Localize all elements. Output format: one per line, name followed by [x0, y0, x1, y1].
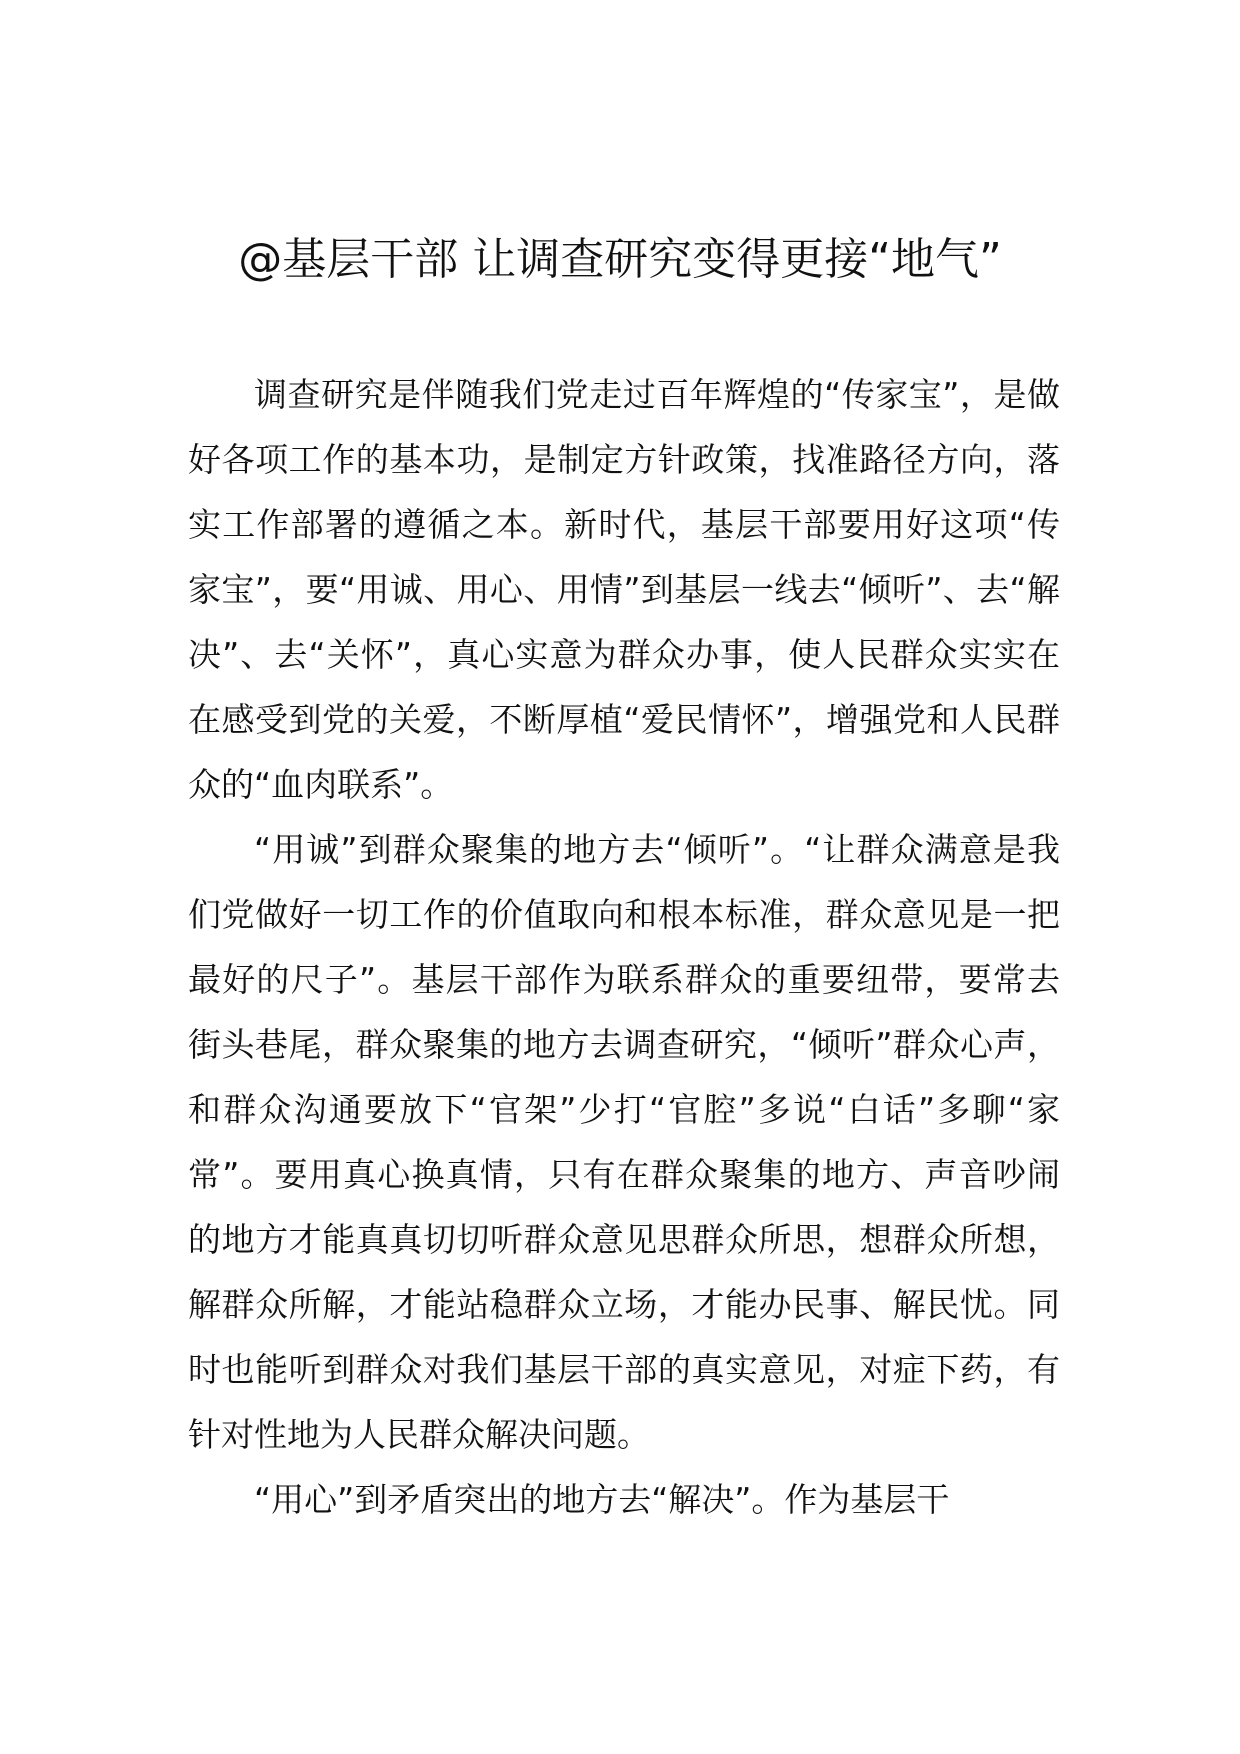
- paragraph-solve: “用心”到矛盾突出的地方去“解决”。作为基层干: [254, 1480, 950, 1519]
- paragraph-intro: 调查研究是伴随我们党走过百年辉煌的“传家宝”，是做好各项工作的基本功，是制定方针政策，找准路径方向，落实工作部署的遵循之本。新时代，基层干部要用好这项“传家宝”，要“用诚、用心、用情”到基层一线去“倾听”、去“解决”、去“关怀”，真心实意为群众办事，使人民群众实实在在感受到党的关爱，不断厚植“爱民情怀”，增强党和人民群众的“血肉联系”。: [188, 375, 1060, 804]
- document-body: [188, 362, 1060, 1532]
- paragraph-listen: “用诚”到群众聚集的地方去“倾听”。“让群众满意是我们党做好一切工作的价值取向和根本标准，群众意见是一把最好的尺子”。基层干部作为联系群众的重要纽带，要常去街头巷尾，群众聚集的地方去调查研究，“倾听”群众心声，和群众沟通要放下“官架”少打“官腔”多说“白话”多聊“家常”。要用真心换真情，只有在群众聚集的地方、声音吵闹的地方才能真真切切听群众意见思群众所思，想群众所想，解群众所解，才能站稳群众立场，才能办民事、解民忧。同时也能听到群众对我们基层干部的真实意见，对症下药，有针对性地为人民群众解决问题。: [188, 830, 1060, 1454]
- document-title: @基层干部 让调查研究变得更接“地气”: [238, 234, 1002, 285]
